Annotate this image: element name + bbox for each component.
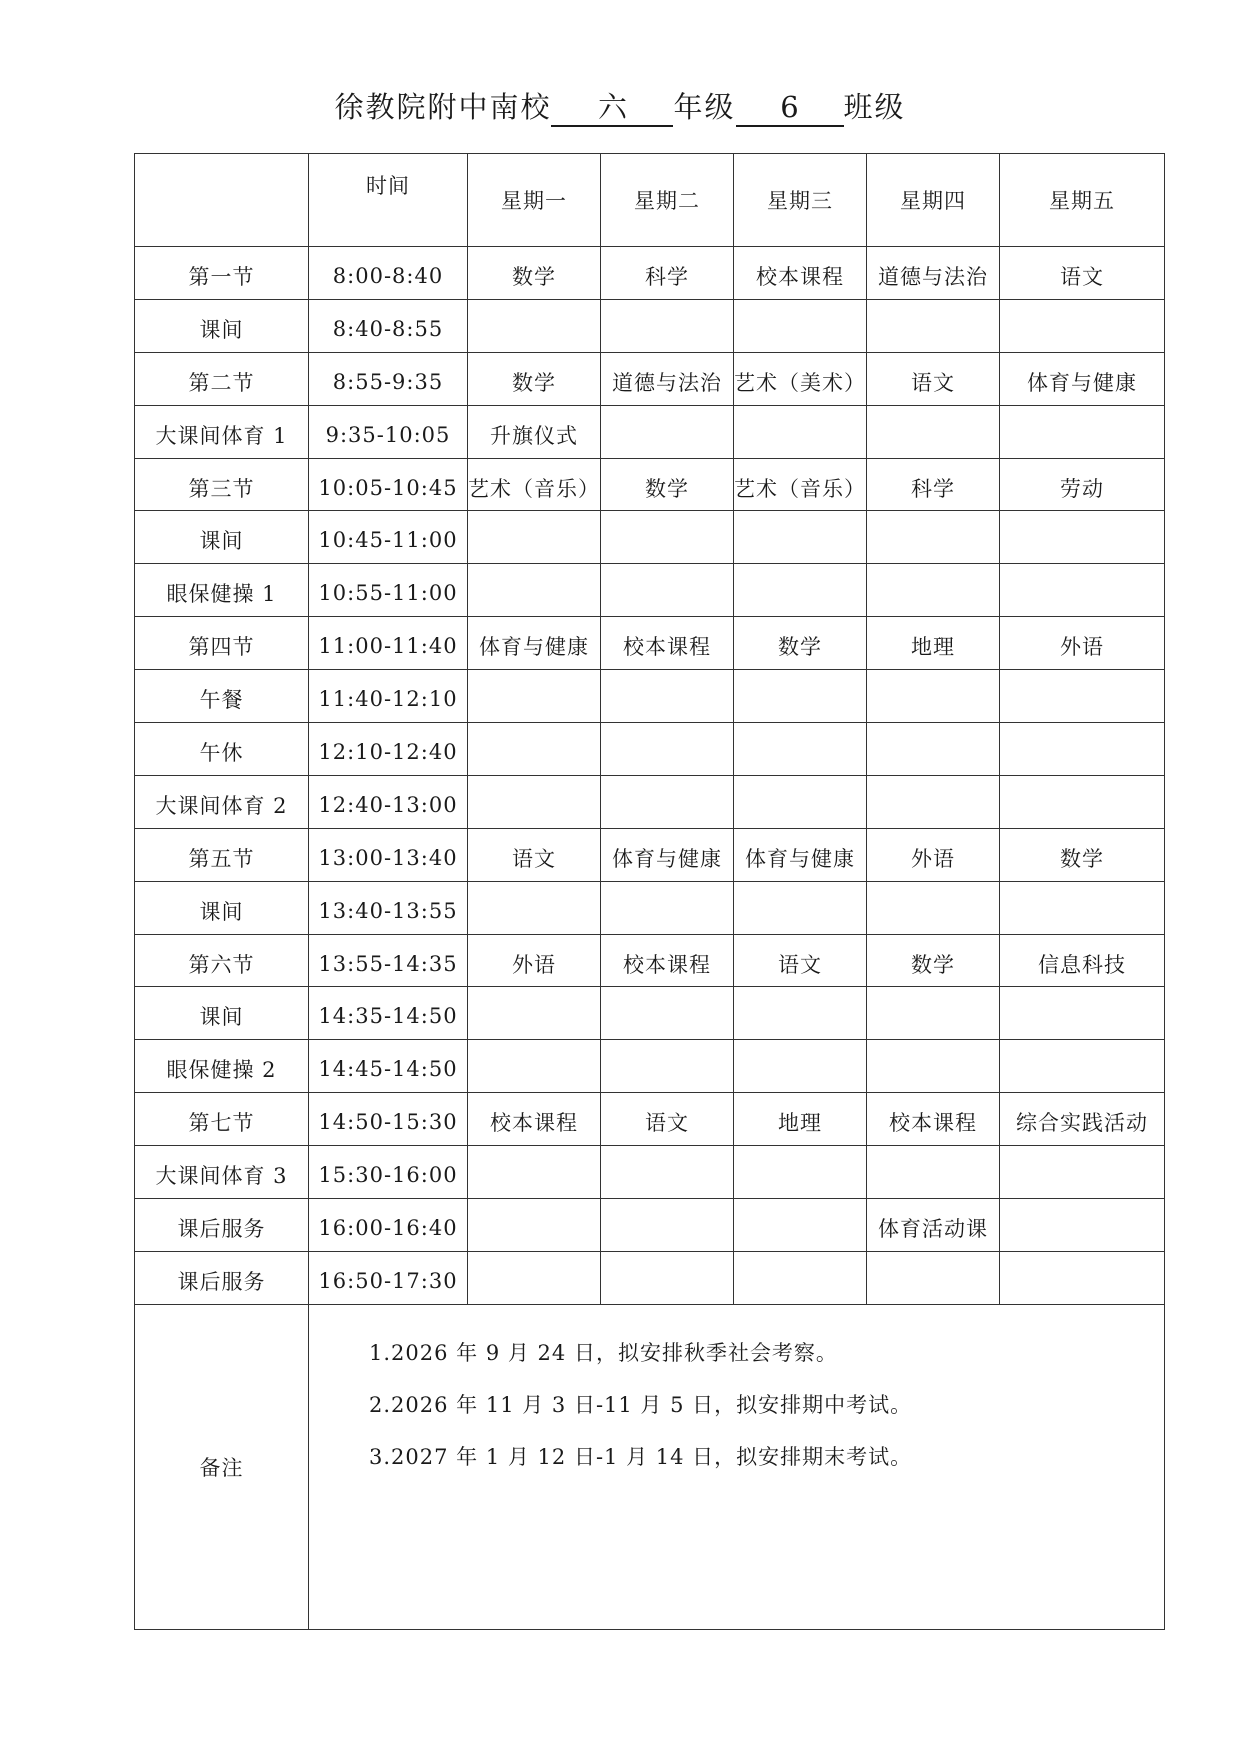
subject-cell-thu	[867, 564, 1000, 617]
notes-content	[309, 1304, 1165, 1629]
subject-cell-fri	[1000, 881, 1165, 934]
subject-cell-mon-text: 数学	[512, 370, 556, 395]
subject-cell-fri	[1000, 352, 1165, 405]
period-time	[309, 828, 468, 881]
subject-cell-fri-text: 外语	[1060, 635, 1104, 660]
period-time	[309, 299, 468, 352]
subject-cell-fri-text: 语文	[1060, 264, 1104, 289]
subject-cell-thu-text: 道德与法治	[878, 264, 988, 289]
subject-cell-wed	[734, 511, 867, 564]
period-time-text: 8:00-8:40	[332, 263, 444, 288]
period-time	[309, 564, 468, 617]
table-row	[135, 987, 1165, 1040]
subject-cell-mon-text: 艺术（音乐）	[468, 476, 600, 501]
period-time-text: 11:00-11:40	[318, 634, 458, 659]
period-label	[135, 405, 309, 458]
subject-cell-tue	[601, 775, 734, 828]
period-time	[309, 405, 468, 458]
subject-cell-mon	[468, 458, 601, 511]
subject-cell-fri	[1000, 670, 1165, 723]
period-label	[135, 247, 309, 300]
timetable	[134, 153, 1165, 1630]
subject-cell-thu	[867, 458, 1000, 511]
period-label-text: 第二节	[188, 370, 255, 395]
subject-cell-tue	[601, 352, 734, 405]
subject-cell-wed	[734, 881, 867, 934]
subject-cell-fri	[1000, 723, 1165, 776]
subject-cell-fri	[1000, 564, 1165, 617]
period-time-text: 10:55-11:00	[318, 581, 458, 606]
subject-cell-wed	[734, 617, 867, 670]
subject-cell-tue	[601, 723, 734, 776]
subject-cell-wed	[734, 1040, 867, 1093]
subject-cell-fri-text: 综合实践活动	[1016, 1111, 1148, 1136]
note-line: 2.2026 年 11 月 3 日-11 月 5 日，拟安排期中考试。	[369, 1392, 913, 1417]
period-label-text: 眼保健操 1	[166, 582, 277, 607]
period-time	[309, 1040, 468, 1093]
corner-cell	[135, 154, 309, 247]
period-label	[135, 299, 309, 352]
subject-cell-tue	[601, 987, 734, 1040]
period-time-text: 12:40-13:00	[318, 792, 458, 817]
subject-cell-wed	[734, 1199, 867, 1252]
subject-cell-mon	[468, 564, 601, 617]
subject-cell-mon	[468, 934, 601, 987]
table-row	[135, 511, 1165, 564]
subject-cell-thu	[867, 247, 1000, 300]
subject-cell-thu-text: 地理	[911, 635, 955, 660]
period-time	[309, 1251, 468, 1304]
subject-cell-mon-text: 升旗仪式	[490, 423, 578, 448]
subject-cell-wed	[734, 1146, 867, 1199]
period-label-text: 大课间体育 2	[155, 793, 288, 818]
subject-cell-mon	[468, 247, 601, 300]
period-time	[309, 934, 468, 987]
period-time-text: 11:40-12:10	[318, 687, 458, 712]
subject-cell-tue-text: 道德与法治	[612, 370, 722, 395]
subject-cell-thu	[867, 405, 1000, 458]
subject-cell-mon	[468, 828, 601, 881]
subject-cell-fri	[1000, 934, 1165, 987]
period-label-text: 午休	[199, 740, 244, 765]
day-header-mon: 星期一	[468, 154, 601, 247]
subject-cell-thu	[867, 299, 1000, 352]
subject-cell-tue	[601, 511, 734, 564]
period-time	[309, 775, 468, 828]
period-label	[135, 352, 309, 405]
subject-cell-fri-text: 劳动	[1060, 476, 1104, 501]
table-row	[135, 1199, 1165, 1252]
period-time	[309, 1146, 468, 1199]
period-time	[309, 723, 468, 776]
subject-cell-tue	[601, 458, 734, 511]
table-row	[135, 670, 1165, 723]
subject-cell-tue	[601, 247, 734, 300]
table-row	[135, 1093, 1165, 1146]
note-line: 3.2027 年 1 月 12 日-1 月 14 日，拟安排期末考试。	[369, 1444, 913, 1469]
grade-blank: 六	[551, 89, 673, 127]
period-time	[309, 1199, 468, 1252]
period-time	[309, 247, 468, 300]
page-title	[0, 82, 1240, 132]
subject-cell-thu	[867, 1251, 1000, 1304]
subject-cell-wed-text: 校本课程	[756, 264, 844, 289]
subject-cell-fri	[1000, 1199, 1165, 1252]
subject-cell-mon	[468, 1093, 601, 1146]
period-label	[135, 1146, 309, 1199]
period-time	[309, 987, 468, 1040]
subject-cell-mon	[468, 299, 601, 352]
table-row	[135, 934, 1165, 987]
time-header: 时间	[309, 154, 468, 247]
period-label	[135, 511, 309, 564]
subject-cell-fri-text: 信息科技	[1038, 952, 1126, 977]
subject-cell-fri	[1000, 511, 1165, 564]
subject-cell-mon-text: 外语	[512, 952, 556, 977]
subject-cell-mon	[468, 1040, 601, 1093]
period-time-text: 14:50-15:30	[318, 1110, 458, 1135]
subject-cell-thu	[867, 617, 1000, 670]
subject-cell-fri	[1000, 299, 1165, 352]
table-row	[135, 617, 1165, 670]
period-label-text: 课间	[199, 317, 244, 342]
subject-cell-wed	[734, 987, 867, 1040]
subject-cell-mon	[468, 511, 601, 564]
subject-cell-mon-text: 校本课程	[490, 1111, 578, 1136]
period-label-text: 课后服务	[177, 1216, 266, 1241]
subject-cell-tue-text: 科学	[645, 264, 689, 289]
subject-cell-fri	[1000, 1146, 1165, 1199]
period-time-text: 13:55-14:35	[318, 951, 458, 976]
subject-cell-wed	[734, 247, 867, 300]
period-label-text: 第六节	[188, 952, 255, 977]
period-label-text: 第四节	[188, 635, 255, 660]
subject-cell-wed-text: 体育与健康	[745, 846, 855, 871]
subject-cell-wed-text: 艺术（美术）	[734, 370, 866, 395]
subject-cell-tue-text: 校本课程	[623, 635, 711, 660]
period-label-text: 课间	[199, 529, 244, 554]
subject-cell-fri	[1000, 1040, 1165, 1093]
period-label-text: 第七节	[188, 1111, 255, 1136]
subject-cell-wed	[734, 458, 867, 511]
period-time	[309, 352, 468, 405]
subject-cell-tue-text: 语文	[645, 1111, 689, 1136]
subject-cell-thu	[867, 881, 1000, 934]
subject-cell-tue	[601, 881, 734, 934]
subject-cell-fri	[1000, 247, 1165, 300]
period-time-text: 14:35-14:50	[318, 1004, 458, 1029]
period-label	[135, 617, 309, 670]
subject-cell-mon	[468, 881, 601, 934]
subject-cell-mon-text: 语文	[512, 846, 556, 871]
subject-cell-tue	[601, 828, 734, 881]
subject-cell-tue	[601, 299, 734, 352]
grade-suffix: 年级	[673, 90, 736, 124]
subject-cell-wed-text: 数学	[778, 635, 822, 660]
table-row	[135, 299, 1165, 352]
subject-cell-thu-text: 科学	[911, 476, 955, 501]
subject-cell-thu-text: 外语	[911, 846, 955, 871]
subject-cell-fri	[1000, 458, 1165, 511]
period-time-text: 13:40-13:55	[318, 898, 458, 923]
subject-cell-fri-text: 数学	[1060, 846, 1104, 871]
subject-cell-wed	[734, 299, 867, 352]
table-row	[135, 775, 1165, 828]
subject-cell-mon	[468, 775, 601, 828]
period-label-text: 第一节	[188, 264, 255, 289]
period-time-text: 12:10-12:40	[318, 739, 458, 764]
period-time-text: 13:00-13:40	[318, 845, 458, 870]
table-row	[135, 405, 1165, 458]
subject-cell-thu	[867, 987, 1000, 1040]
subject-cell-wed	[734, 352, 867, 405]
period-label-text: 午餐	[199, 688, 244, 713]
subject-cell-fri	[1000, 775, 1165, 828]
subject-cell-wed-text: 语文	[778, 952, 822, 977]
subject-cell-wed	[734, 1251, 867, 1304]
table-row	[135, 247, 1165, 300]
note-line: 1.2026 年 9 月 24 日，拟安排秋季社会考察。	[369, 1340, 838, 1365]
table-row	[135, 1146, 1165, 1199]
subject-cell-thu	[867, 934, 1000, 987]
subject-cell-mon-text: 体育与健康	[479, 635, 589, 660]
subject-cell-tue	[601, 1040, 734, 1093]
period-label	[135, 458, 309, 511]
subject-cell-wed	[734, 775, 867, 828]
subject-cell-wed	[734, 934, 867, 987]
period-time	[309, 617, 468, 670]
period-label	[135, 670, 309, 723]
school-name: 徐教院附中南校	[334, 90, 552, 124]
subject-cell-thu-text: 数学	[911, 952, 955, 977]
subject-cell-fri	[1000, 1251, 1165, 1304]
table-row	[135, 352, 1165, 405]
table-row	[135, 1251, 1165, 1304]
period-label-text: 大课间体育 1	[155, 423, 288, 448]
period-label	[135, 564, 309, 617]
period-label	[135, 987, 309, 1040]
table-row	[135, 723, 1165, 776]
table-row	[135, 564, 1165, 617]
period-time	[309, 670, 468, 723]
subject-cell-thu-text: 语文	[911, 370, 955, 395]
period-label	[135, 723, 309, 776]
period-label-text: 第三节	[188, 476, 255, 501]
subject-cell-wed	[734, 405, 867, 458]
period-label-text: 课间	[199, 1005, 244, 1030]
period-label-text: 眼保健操 2	[166, 1058, 277, 1083]
subject-cell-tue	[601, 1146, 734, 1199]
subject-cell-thu-text: 校本课程	[889, 1111, 977, 1136]
subject-cell-mon	[468, 617, 601, 670]
subject-cell-mon	[468, 987, 601, 1040]
period-label	[135, 775, 309, 828]
class-blank: 6	[736, 89, 844, 127]
period-time-text: 10:05-10:45	[318, 475, 458, 500]
subject-cell-tue	[601, 564, 734, 617]
subject-cell-thu	[867, 723, 1000, 776]
subject-cell-thu	[867, 670, 1000, 723]
subject-cell-wed-text: 地理	[778, 1111, 822, 1136]
subject-cell-thu	[867, 1199, 1000, 1252]
subject-cell-thu	[867, 1093, 1000, 1146]
period-label	[135, 881, 309, 934]
subject-cell-tue	[601, 617, 734, 670]
notes-row	[135, 1304, 1165, 1629]
subject-cell-wed	[734, 564, 867, 617]
header-row	[135, 154, 1165, 247]
subject-cell-tue	[601, 1251, 734, 1304]
subject-cell-wed	[734, 723, 867, 776]
period-time-text: 15:30-16:00	[318, 1163, 458, 1188]
subject-cell-tue-text: 体育与健康	[612, 846, 722, 871]
period-time-text: 8:40-8:55	[332, 316, 444, 341]
subject-cell-fri	[1000, 1093, 1165, 1146]
subject-cell-tue	[601, 405, 734, 458]
subject-cell-tue-text: 校本课程	[623, 952, 711, 977]
period-label-text: 课后服务	[177, 1269, 266, 1294]
subject-cell-wed-text: 艺术（音乐）	[734, 476, 866, 501]
subject-cell-thu	[867, 1040, 1000, 1093]
table-row	[135, 1040, 1165, 1093]
period-time-text: 9:35-10:05	[325, 422, 451, 447]
period-label	[135, 934, 309, 987]
subject-cell-wed	[734, 828, 867, 881]
subject-cell-thu-text: 体育活动课	[878, 1216, 988, 1241]
period-label	[135, 828, 309, 881]
period-label-text: 课间	[199, 899, 244, 924]
period-label	[135, 1040, 309, 1093]
period-time-text: 16:00-16:40	[318, 1215, 458, 1240]
period-time-text: 10:45-11:00	[318, 528, 458, 553]
period-time-text: 14:45-14:50	[318, 1057, 458, 1082]
subject-cell-mon-text: 数学	[512, 264, 556, 289]
subject-cell-wed	[734, 670, 867, 723]
table-row	[135, 828, 1165, 881]
table-row	[135, 458, 1165, 511]
period-time	[309, 511, 468, 564]
day-header-wed: 星期三	[734, 154, 867, 247]
day-header-fri: 星期五	[1000, 154, 1165, 247]
subject-cell-tue	[601, 1093, 734, 1146]
subject-cell-mon	[468, 1251, 601, 1304]
subject-cell-tue-text: 数学	[645, 476, 689, 501]
subject-cell-fri	[1000, 405, 1165, 458]
notes-label: 备注	[135, 1304, 309, 1629]
period-label	[135, 1251, 309, 1304]
subject-cell-fri	[1000, 987, 1165, 1040]
subject-cell-mon	[468, 723, 601, 776]
period-time	[309, 1093, 468, 1146]
subject-cell-mon	[468, 352, 601, 405]
period-label	[135, 1093, 309, 1146]
subject-cell-fri	[1000, 828, 1165, 881]
subject-cell-mon	[468, 1146, 601, 1199]
day-header-thu: 星期四	[867, 154, 1000, 247]
subject-cell-tue	[601, 934, 734, 987]
subject-cell-thu	[867, 352, 1000, 405]
subject-cell-thu	[867, 1146, 1000, 1199]
period-time	[309, 458, 468, 511]
period-time-text: 16:50-17:30	[318, 1268, 458, 1293]
subject-cell-mon	[468, 405, 601, 458]
subject-cell-fri-text: 体育与健康	[1027, 370, 1137, 395]
subject-cell-thu	[867, 775, 1000, 828]
timetable-body	[135, 154, 1165, 1630]
period-time	[309, 881, 468, 934]
class-suffix: 班级	[843, 90, 906, 124]
period-label-text: 第五节	[188, 846, 255, 871]
table-row	[135, 881, 1165, 934]
period-label	[135, 1199, 309, 1252]
day-header-tue: 星期二	[601, 154, 734, 247]
subject-cell-thu	[867, 828, 1000, 881]
subject-cell-thu	[867, 511, 1000, 564]
period-label-text: 大课间体育 3	[155, 1164, 288, 1189]
subject-cell-wed	[734, 1093, 867, 1146]
subject-cell-mon	[468, 670, 601, 723]
subject-cell-tue	[601, 670, 734, 723]
period-time-text: 8:55-9:35	[332, 369, 444, 394]
subject-cell-fri	[1000, 617, 1165, 670]
subject-cell-tue	[601, 1199, 734, 1252]
subject-cell-mon	[468, 1199, 601, 1252]
